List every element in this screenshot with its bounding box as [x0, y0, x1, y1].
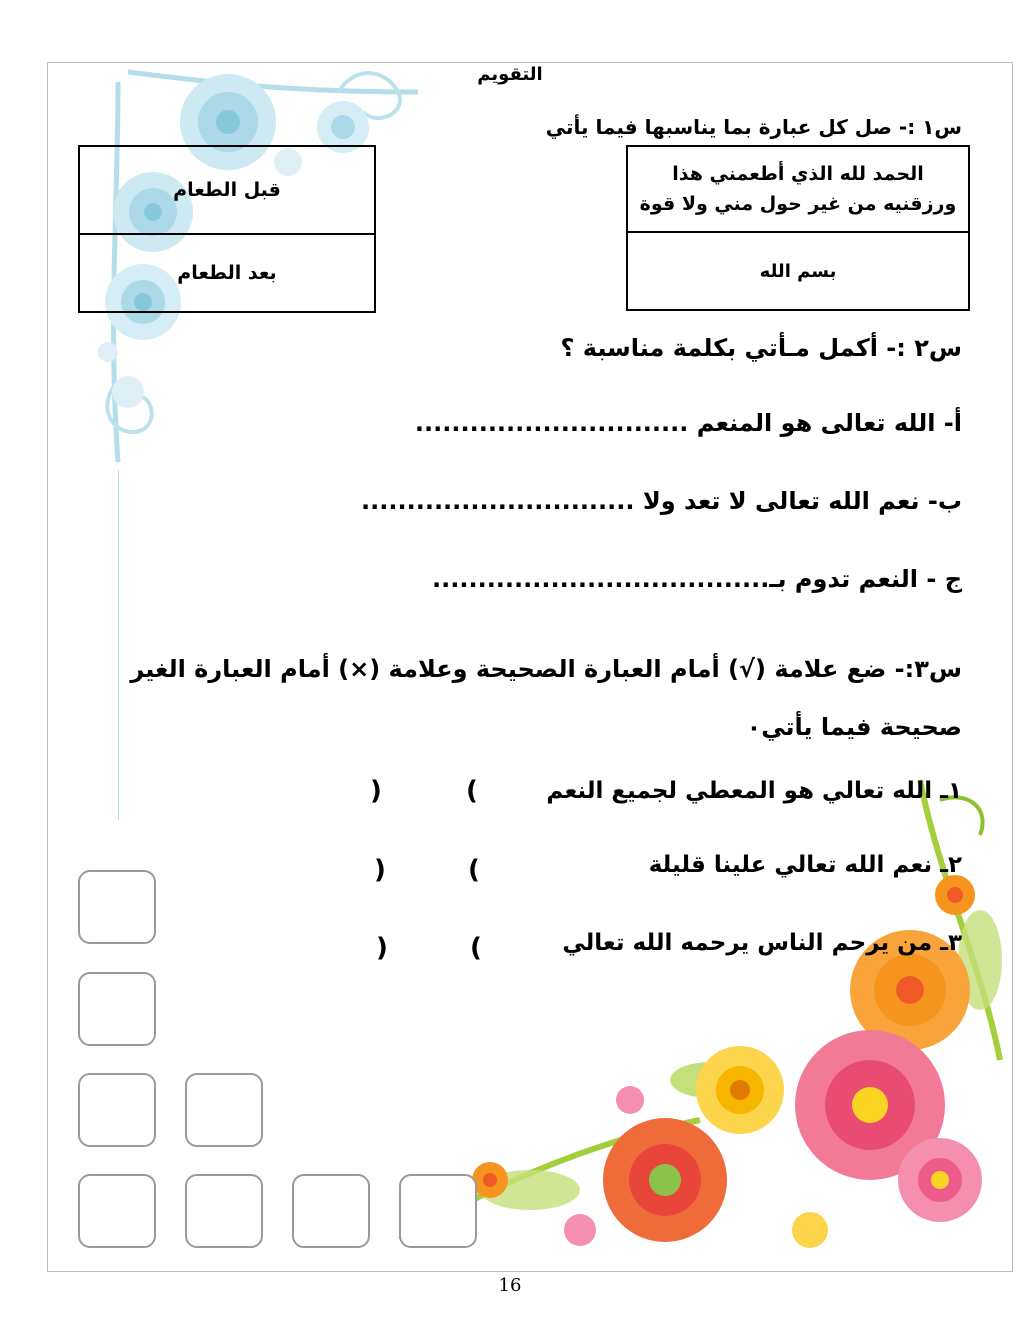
empty-box — [399, 1174, 477, 1248]
empty-box — [78, 1073, 156, 1147]
q2-line-a: أ- الله تعالى هو المنعم .............................. — [414, 409, 962, 437]
q3-answer-close-2: ) — [374, 855, 386, 885]
q1-left-text-2: بعد الطعام — [177, 262, 277, 284]
empty-box — [78, 870, 156, 944]
q1-left-cell-1 — [79, 146, 375, 234]
empty-box — [78, 1174, 156, 1248]
page-number: 16 — [498, 1275, 522, 1296]
q3-item-2: ٢ـ نعم الله تعالي علينا قليلة — [648, 852, 962, 878]
q3-item-3: ٣ـ من يرحم الناس يرحمه الله تعالي — [562, 930, 962, 956]
empty-box — [185, 1174, 263, 1248]
q2-line-b: ب- نعم الله تعالى لا تعد ولا .............................. — [361, 487, 962, 515]
q1-left-text-1: قبل الطعام — [173, 179, 281, 201]
q2-label: س٢ :- أكمل مـأتي بكلمة مناسبة ؟ — [560, 334, 962, 362]
q1-right-text-1: الحمد لله الذي أطعمني هذا ورزقنيه من غير حول مني ولا قوة — [639, 163, 957, 215]
red-flower — [603, 1118, 727, 1242]
q3-answer-close-1: ) — [370, 776, 382, 806]
q1-right-table — [626, 145, 970, 311]
q1-right-text-2: بسم الله — [759, 260, 837, 282]
q3-answer-open-1: ( — [466, 776, 478, 806]
q3-item-1: ١ـ الله تعالي هو المعطي لجميع النعم — [546, 778, 962, 804]
q2-line-c: ج - النعم تدوم بـ..................................... — [431, 565, 962, 593]
q1-left-cell-2 — [79, 234, 375, 312]
empty-box — [185, 1073, 263, 1147]
pink-flower-small — [898, 1138, 982, 1222]
yellow-flower — [696, 1046, 784, 1134]
q3-answer-close-3: ) — [376, 933, 388, 963]
q1-right-cell-1 — [627, 146, 969, 232]
q1-right-cell-2 — [627, 232, 969, 310]
page-title: التقويم — [477, 64, 543, 85]
q3-label: س٣:- ضع علامة (√) أمام العبارة الصحيحة وعلامة (×) أمام العبارة الغير صحيحة فيما يأتي٠ — [130, 655, 962, 741]
q1-left-table — [78, 145, 376, 313]
empty-box — [78, 972, 156, 1046]
q3-answer-open-2: ( — [468, 855, 480, 885]
q1-label: س١ :- صل كل عبارة بما يناسبها فيما يأتي — [545, 115, 962, 139]
q3-answer-open-3: ( — [470, 933, 482, 963]
empty-box — [292, 1174, 370, 1248]
